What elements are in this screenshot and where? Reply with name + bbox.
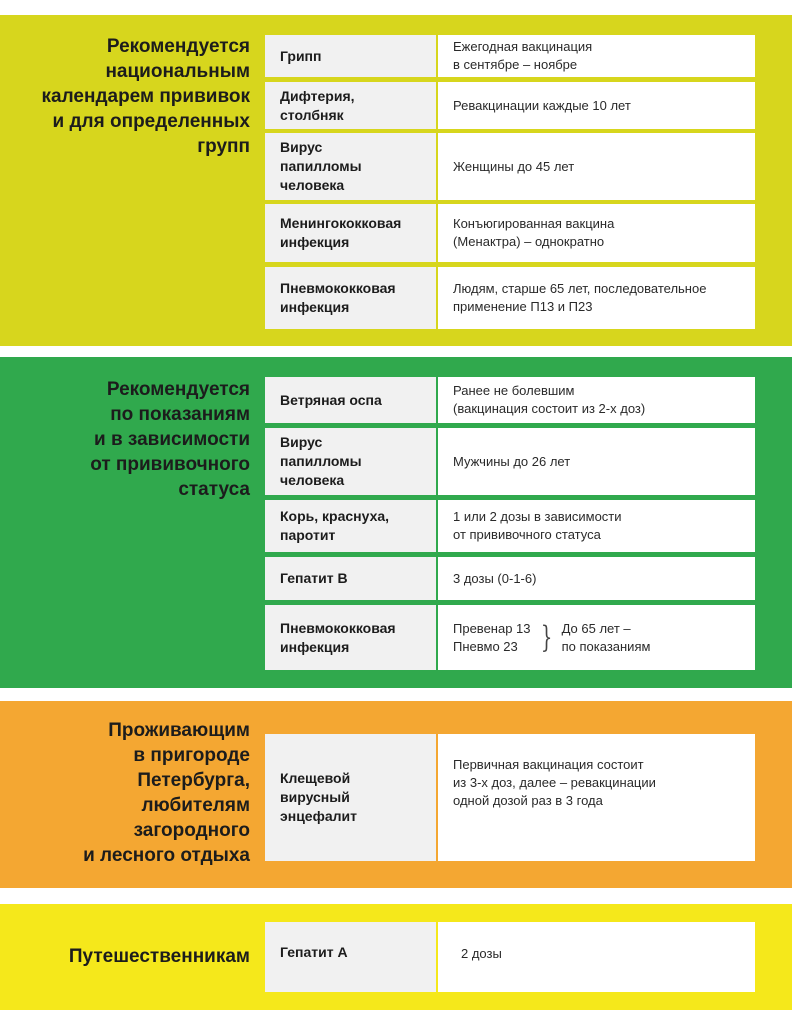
vaccine-desc-cell: Людям, старше 65 лет, последовательное применение П13 и П23 <box>438 267 755 329</box>
vaccine-desc-cell: 3 дозы (0-1-6) <box>438 557 755 600</box>
section-label: Путешественникам <box>68 946 250 967</box>
vaccine-desc-cell: Ревакцинации каждые 10 лет <box>438 82 755 129</box>
section-label: Рекомендуется по показаниям и в зависимости от прививочного статуса <box>90 379 250 500</box>
vaccine-name-cell: Менингококковая инфекция <box>265 204 436 262</box>
curly-brace-icon: } <box>540 619 552 655</box>
vaccine-brands: Превенар 13 Пневмо 23 <box>453 620 531 654</box>
vaccine-desc-cell: Женщины до 45 лет <box>438 133 755 200</box>
table-row <box>265 82 755 129</box>
vaccine-desc-cell: Мужчины до 26 лет <box>438 428 755 495</box>
vaccine-desc-cell: Первичная вакцинация состоит из 3-х доз, далее – ревакцинации одной дозой раз в 3 года <box>438 734 755 861</box>
table-row <box>265 734 755 861</box>
vaccine-name-cell: Пневмококковая инфекция <box>265 605 436 670</box>
vaccine-table <box>265 35 755 330</box>
vaccine-desc-cell <box>438 605 755 670</box>
vaccine-desc-cell: 2 дозы <box>438 922 755 992</box>
vaccine-name-cell: Ветряная оспа <box>265 377 436 423</box>
table-row <box>265 557 755 600</box>
vaccine-table <box>265 922 755 992</box>
vaccine-name-cell: Пневмококковая инфекция <box>265 267 436 329</box>
vaccine-table <box>265 377 755 671</box>
vaccine-name-cell: Дифтерия, столбняк <box>265 82 436 129</box>
vaccine-name-cell: Вирус папилломы человека <box>265 133 436 200</box>
vaccine-indication: До 65 лет – по показаниям <box>561 620 651 654</box>
vaccine-desc-cell: 1 или 2 дозы в зависимости от прививочного статуса <box>438 500 755 552</box>
vaccine-name-cell: Гепатит А <box>265 922 436 992</box>
table-row <box>265 133 755 200</box>
vaccine-desc-cell: Конъюгированная вакцина (Менактра) – однократно <box>438 204 755 262</box>
section-label: Проживающим в пригороде Петербурга, любителям загородного и лесного отдыха <box>83 720 250 866</box>
vaccine-table <box>265 734 755 861</box>
vaccine-name-cell: Грипп <box>265 35 436 77</box>
vaccine-name-cell: Гепатит В <box>265 557 436 600</box>
table-row <box>265 500 755 552</box>
vaccine-name-cell: Клещевой вирусный энцефалит <box>265 734 436 861</box>
vaccine-name-cell: Вирус папилломы человека <box>265 428 436 495</box>
table-row <box>265 267 755 329</box>
table-row <box>265 204 755 262</box>
vaccine-desc-cell: Ежегодная вакцинация в сентябре – ноябре <box>438 35 755 77</box>
section-label: Рекомендуется национальным календарем прививок и для определенных групп <box>41 36 250 157</box>
table-row <box>265 922 755 992</box>
table-row <box>265 605 755 670</box>
vaccine-desc-cell: Ранее не болевшим (вакцинация состоит из 2-х доз) <box>438 377 755 423</box>
table-row <box>265 35 755 77</box>
vaccine-name-cell: Корь, краснуха, паротит <box>265 500 436 552</box>
section-indications <box>0 357 792 688</box>
section-suburbs <box>0 701 792 888</box>
section-travelers <box>0 904 792 1010</box>
table-row <box>265 428 755 495</box>
table-row <box>265 377 755 423</box>
section-national-calendar <box>0 15 792 346</box>
